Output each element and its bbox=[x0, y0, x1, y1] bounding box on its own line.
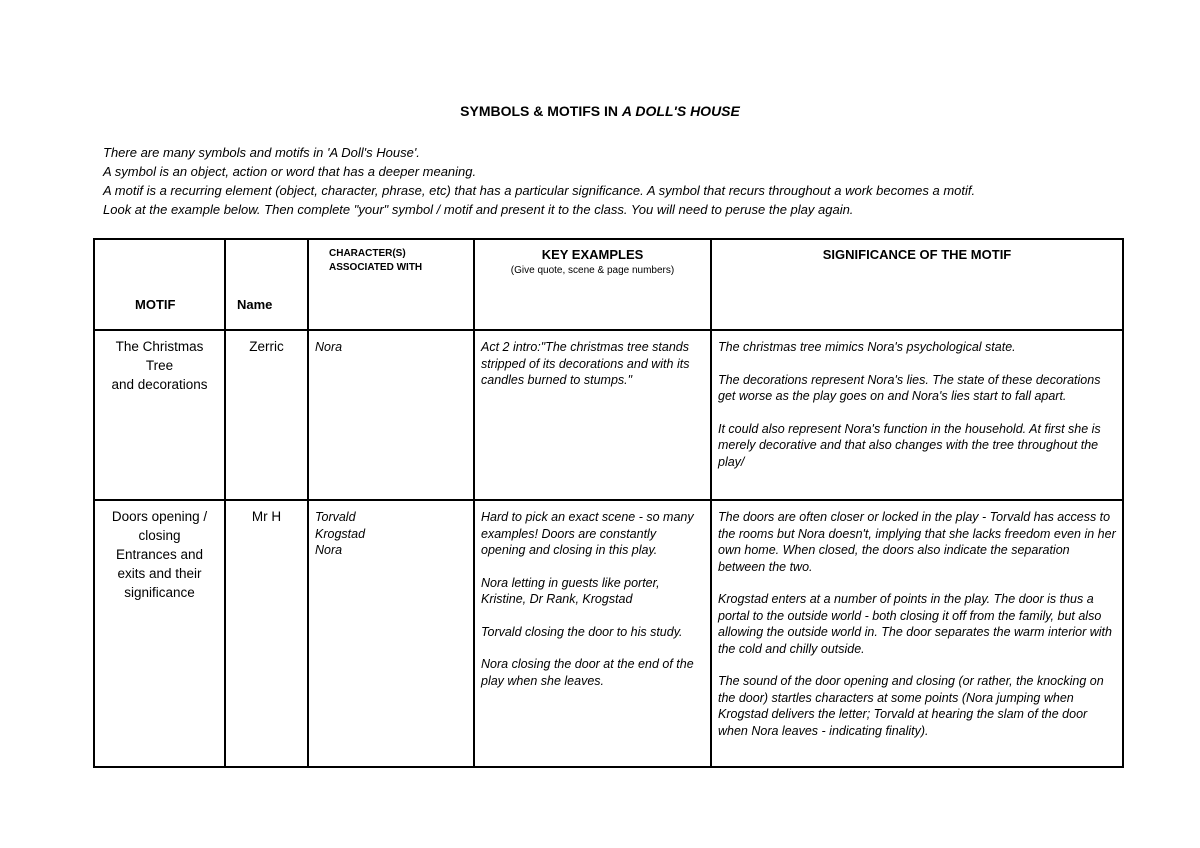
header-key-examples-subtitle: (Give quote, scene & page numbers) bbox=[510, 264, 675, 276]
intro-line: There are many symbols and motifs in 'A Doll's House'. bbox=[103, 145, 420, 160]
motif-line: closing bbox=[138, 528, 181, 543]
motif-line: exits and their bbox=[117, 566, 202, 581]
cell-name: Zerric bbox=[225, 330, 308, 500]
character-line: Nora bbox=[315, 543, 343, 557]
key-example-paragraph: Torvald closing the door to his study. bbox=[481, 624, 683, 639]
cell-characters bbox=[308, 500, 474, 767]
intro-line: Look at the example below. Then complete "your" symbol / motif and present it to the class. You will need to peruse the play again. bbox=[103, 202, 854, 217]
significance-paragraph: The christmas tree mimics Nora's psychological state. bbox=[718, 340, 1016, 354]
cell-motif bbox=[94, 500, 225, 767]
significance-paragraph: The decorations represent Nora's lies. The state of these decorations get worse as the play goes on and Nora's lies start to fall apart. bbox=[718, 372, 1101, 403]
character-line: Torvald bbox=[315, 510, 356, 524]
motif-line: and decorations bbox=[111, 377, 208, 392]
cell-characters bbox=[308, 330, 474, 500]
character-line: Krogstad bbox=[315, 526, 366, 541]
title-prefix: SYMBOLS & MOTIFS IN bbox=[460, 103, 622, 119]
motif-line: The Christmas bbox=[115, 339, 204, 354]
motif-table bbox=[93, 238, 1124, 768]
title-play-name: A DOLL'S HOUSE bbox=[621, 103, 740, 119]
header-name: Name bbox=[225, 239, 308, 330]
motif-line: Entrances and bbox=[115, 547, 204, 562]
header-characters: CHARACTER(S) ASSOCIATED WITH bbox=[308, 239, 474, 330]
cell-motif bbox=[94, 330, 225, 500]
intro-line: A motif is a recurring element (object, character, phrase, etc) that has a particular significance. A symbol that recurs throughout a work becomes a motif. bbox=[103, 183, 976, 198]
document-title bbox=[0, 103, 1200, 119]
character-line: Nora bbox=[315, 340, 343, 354]
significance-paragraph: Krogstad enters at a number of points in the play. The door is thus a portal to the outside world - both closing it off from the family, but also allowing the outside world in. The door separates the warm interior with the cold and chilly outside. bbox=[718, 592, 1112, 656]
header-motif: MOTIF bbox=[94, 239, 225, 330]
cell-significance bbox=[711, 500, 1123, 767]
table-row bbox=[94, 500, 1123, 767]
significance-paragraph: The sound of the door opening and closing (or rather, the knocking on the door) startles characters at some points (Nora jumping when Krogstad delivers the letter; Torvald at hearing the slam of the door when Nora leaves - indicating finality). bbox=[718, 674, 1104, 738]
key-example-paragraph: Hard to pick an exact scene - so many examples! Doors are constantly opening and closing in this play. bbox=[481, 510, 694, 557]
key-example-paragraph: Nora closing the door at the end of the play when she leaves. bbox=[481, 657, 694, 688]
motif-line: significance bbox=[124, 585, 195, 600]
header-key-examples bbox=[474, 239, 711, 330]
motif-line: Doors opening / bbox=[111, 509, 208, 524]
table-row bbox=[94, 330, 1123, 500]
key-example-paragraph: Nora letting in guests like porter, Kristine, Dr Rank, Krogstad bbox=[481, 575, 660, 606]
significance-paragraph: It could also represent Nora's function in the household. At first she is merely decorative and that also changes with the tree throughout the play/ bbox=[718, 421, 1101, 469]
intro-text bbox=[103, 143, 1103, 219]
header-significance: SIGNIFICANCE OF THE MOTIF bbox=[711, 239, 1123, 330]
header-key-examples-label: KEY EXAMPLES bbox=[541, 247, 644, 262]
cell-key-examples bbox=[474, 500, 711, 767]
motif-line: Tree bbox=[145, 358, 174, 373]
cell-key-examples bbox=[474, 330, 711, 500]
cell-name: Mr H bbox=[225, 500, 308, 767]
table-header-row bbox=[94, 239, 1123, 330]
key-example-paragraph: Act 2 intro:"The christmas tree stands stripped of its decorations and with its candles burned to stumps." bbox=[481, 340, 690, 387]
cell-significance bbox=[711, 330, 1123, 500]
intro-line: A symbol is an object, action or word that has a deeper meaning. bbox=[103, 164, 477, 179]
significance-paragraph: The doors are often closer or locked in the play - Torvald has access to the rooms but Nora doesn't, implying that she lacks freedom even in her own home. When closed, the doors also indicate the separation between the two. bbox=[718, 510, 1116, 574]
